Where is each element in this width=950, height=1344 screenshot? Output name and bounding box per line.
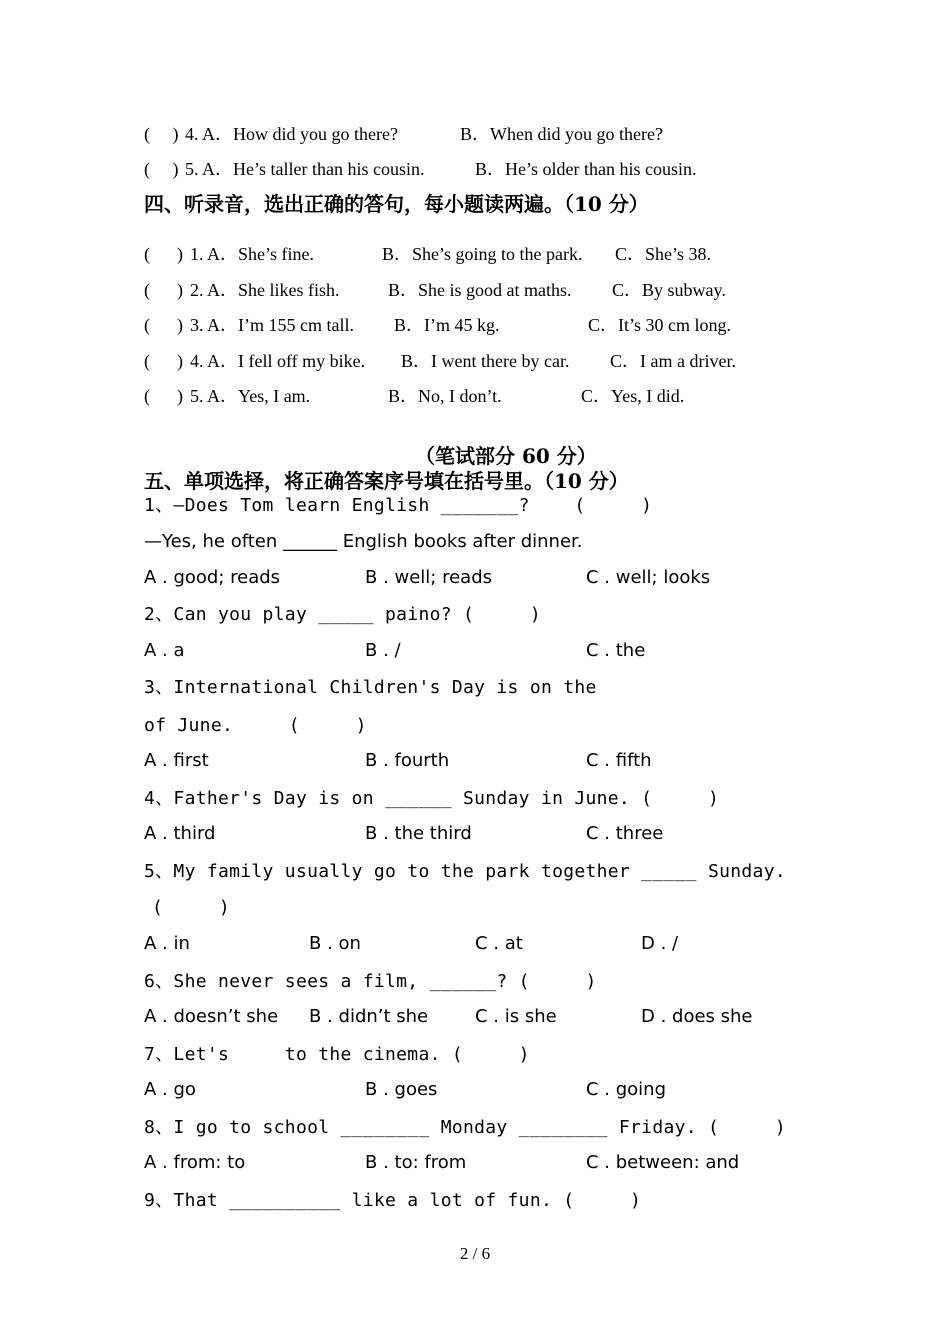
q4-option-a: A . third bbox=[144, 823, 216, 844]
q8-option-b: B . to: from bbox=[365, 1152, 467, 1173]
sec4-item-2-option-c: C．By subway. bbox=[612, 280, 726, 300]
q5-option-c: C . at bbox=[475, 933, 523, 954]
q8-stem: 8、I go to school ________ Monday ________ Friday. ( ) bbox=[144, 1117, 786, 1138]
q7-option-c: C . going bbox=[586, 1079, 667, 1100]
q3-second-line: of June. ( ) bbox=[144, 715, 367, 736]
sec4-item-3-bracket[interactable]: ( ) bbox=[144, 315, 183, 335]
sec4-item-3-option-a: 3. A．I’m 155 cm tall. bbox=[190, 315, 354, 335]
q4-option-c: C . three bbox=[586, 823, 664, 844]
q5-stem: 5、My family usually go to the park together _____ Sunday. bbox=[144, 861, 786, 882]
q3-option-b: B . fourth bbox=[365, 750, 450, 771]
q3-option-a: A . first bbox=[144, 750, 209, 771]
q9-stem: 9、That __________ like a lot of fun. ( ) bbox=[144, 1190, 642, 1211]
sec4-item-1-option-c: C．She’s 38. bbox=[615, 244, 712, 264]
sec4-item-5-option-b: B．No, I don’t. bbox=[388, 386, 502, 406]
sec4-item-4-option-b: B．I went there by car. bbox=[401, 351, 570, 371]
q8-option-a: A . from: to bbox=[144, 1152, 246, 1173]
sec4-item-4-option-c: C．I am a driver. bbox=[610, 351, 736, 371]
section-4-heading: 四、听录音，选出正确的答句，每小题读两遍。（10 分） bbox=[144, 192, 649, 216]
section-5-heading: 五、单项选择，将正确答案序号填在括号里。（10 分） bbox=[144, 469, 629, 493]
q8-option-c: C . between: and bbox=[586, 1152, 740, 1173]
written-part-title: （笔试部分 60 分） bbox=[415, 444, 597, 468]
sec4-item-1-option-b: B．She’s going to the park. bbox=[382, 244, 583, 264]
q1-option-b: B . well; reads bbox=[365, 567, 493, 588]
q6-option-c: C . is she bbox=[475, 1006, 557, 1027]
sec4-item-5-option-c: C．Yes, I did. bbox=[581, 386, 685, 406]
sec4-item-3-option-c: C．It’s 30 cm long. bbox=[588, 315, 731, 335]
q4-option-b: B . the third bbox=[365, 823, 472, 844]
q6-option-a: A . doesn’t she bbox=[144, 1006, 279, 1027]
q1-second-line: —Yes, he often ______ English books after dinner. bbox=[144, 531, 583, 552]
sec4-item-1-bracket[interactable]: ( ) bbox=[144, 244, 183, 264]
q6-stem: 6、She never sees a film, ______? ( ) bbox=[144, 971, 597, 992]
sec3-item-5-bracket[interactable]: ( ) bbox=[144, 159, 179, 179]
sec4-item-5-option-a: 5. A．Yes, I am. bbox=[190, 386, 311, 406]
q7-stem: 7、Let's to the cinema. ( ) bbox=[144, 1044, 530, 1065]
sec4-item-2-bracket[interactable]: ( ) bbox=[144, 280, 183, 300]
q2-stem: 2、Can you play _____ paino? ( ) bbox=[144, 604, 541, 625]
q2-option-a: A . a bbox=[144, 640, 185, 661]
sec3-item-4-bracket[interactable]: ( ) bbox=[144, 124, 179, 144]
q7-option-a: A . go bbox=[144, 1079, 196, 1100]
page-number: 2 / 6 bbox=[459, 1244, 491, 1263]
q5-answer-bracket[interactable]: ( ) bbox=[152, 897, 230, 918]
q2-option-b: B . / bbox=[365, 640, 401, 661]
sec3-item-5-option-b: B．He’s older than his cousin. bbox=[475, 159, 697, 179]
q5-option-d: D . / bbox=[641, 933, 679, 954]
sec3-item-4-option-b: B．When did you go there? bbox=[460, 124, 663, 144]
q7-option-b: B . goes bbox=[365, 1079, 438, 1100]
q5-option-a: A . in bbox=[144, 933, 190, 954]
sec4-item-1-option-a: 1. A．She’s fine. bbox=[190, 244, 314, 264]
q6-option-d: D . does she bbox=[641, 1006, 753, 1027]
sec4-item-3-option-b: B．I’m 45 kg. bbox=[394, 315, 500, 335]
q6-option-b: B . didn’t she bbox=[309, 1006, 429, 1027]
sec4-item-4-option-a: 4. A．I fell off my bike. bbox=[190, 351, 366, 371]
q2-option-c: C . the bbox=[586, 640, 646, 661]
q3-option-c: C . fifth bbox=[586, 750, 652, 771]
sec4-item-2-option-b: B．She is good at maths. bbox=[388, 280, 572, 300]
q3-stem: 3、International Children's Day is on the bbox=[144, 677, 597, 698]
q1-stem: 1、—Does Tom learn English _______? ( ) bbox=[144, 495, 653, 516]
q1-option-c: C . well; looks bbox=[586, 567, 711, 588]
q1-option-a: A . good; reads bbox=[144, 567, 281, 588]
q5-option-b: B . on bbox=[309, 933, 361, 954]
sec4-item-5-bracket[interactable]: ( ) bbox=[144, 386, 183, 406]
sec4-item-2-option-a: 2. A．She likes fish. bbox=[190, 280, 340, 300]
sec4-item-4-bracket[interactable]: ( ) bbox=[144, 351, 183, 371]
sec3-item-5-option-a: 5. A．He’s taller than his cousin. bbox=[185, 159, 425, 179]
q4-stem: 4、Father's Day is on ______ Sunday in June. ( ) bbox=[144, 788, 720, 809]
sec3-item-4-option-a: 4. A．How did you go there? bbox=[185, 124, 398, 144]
